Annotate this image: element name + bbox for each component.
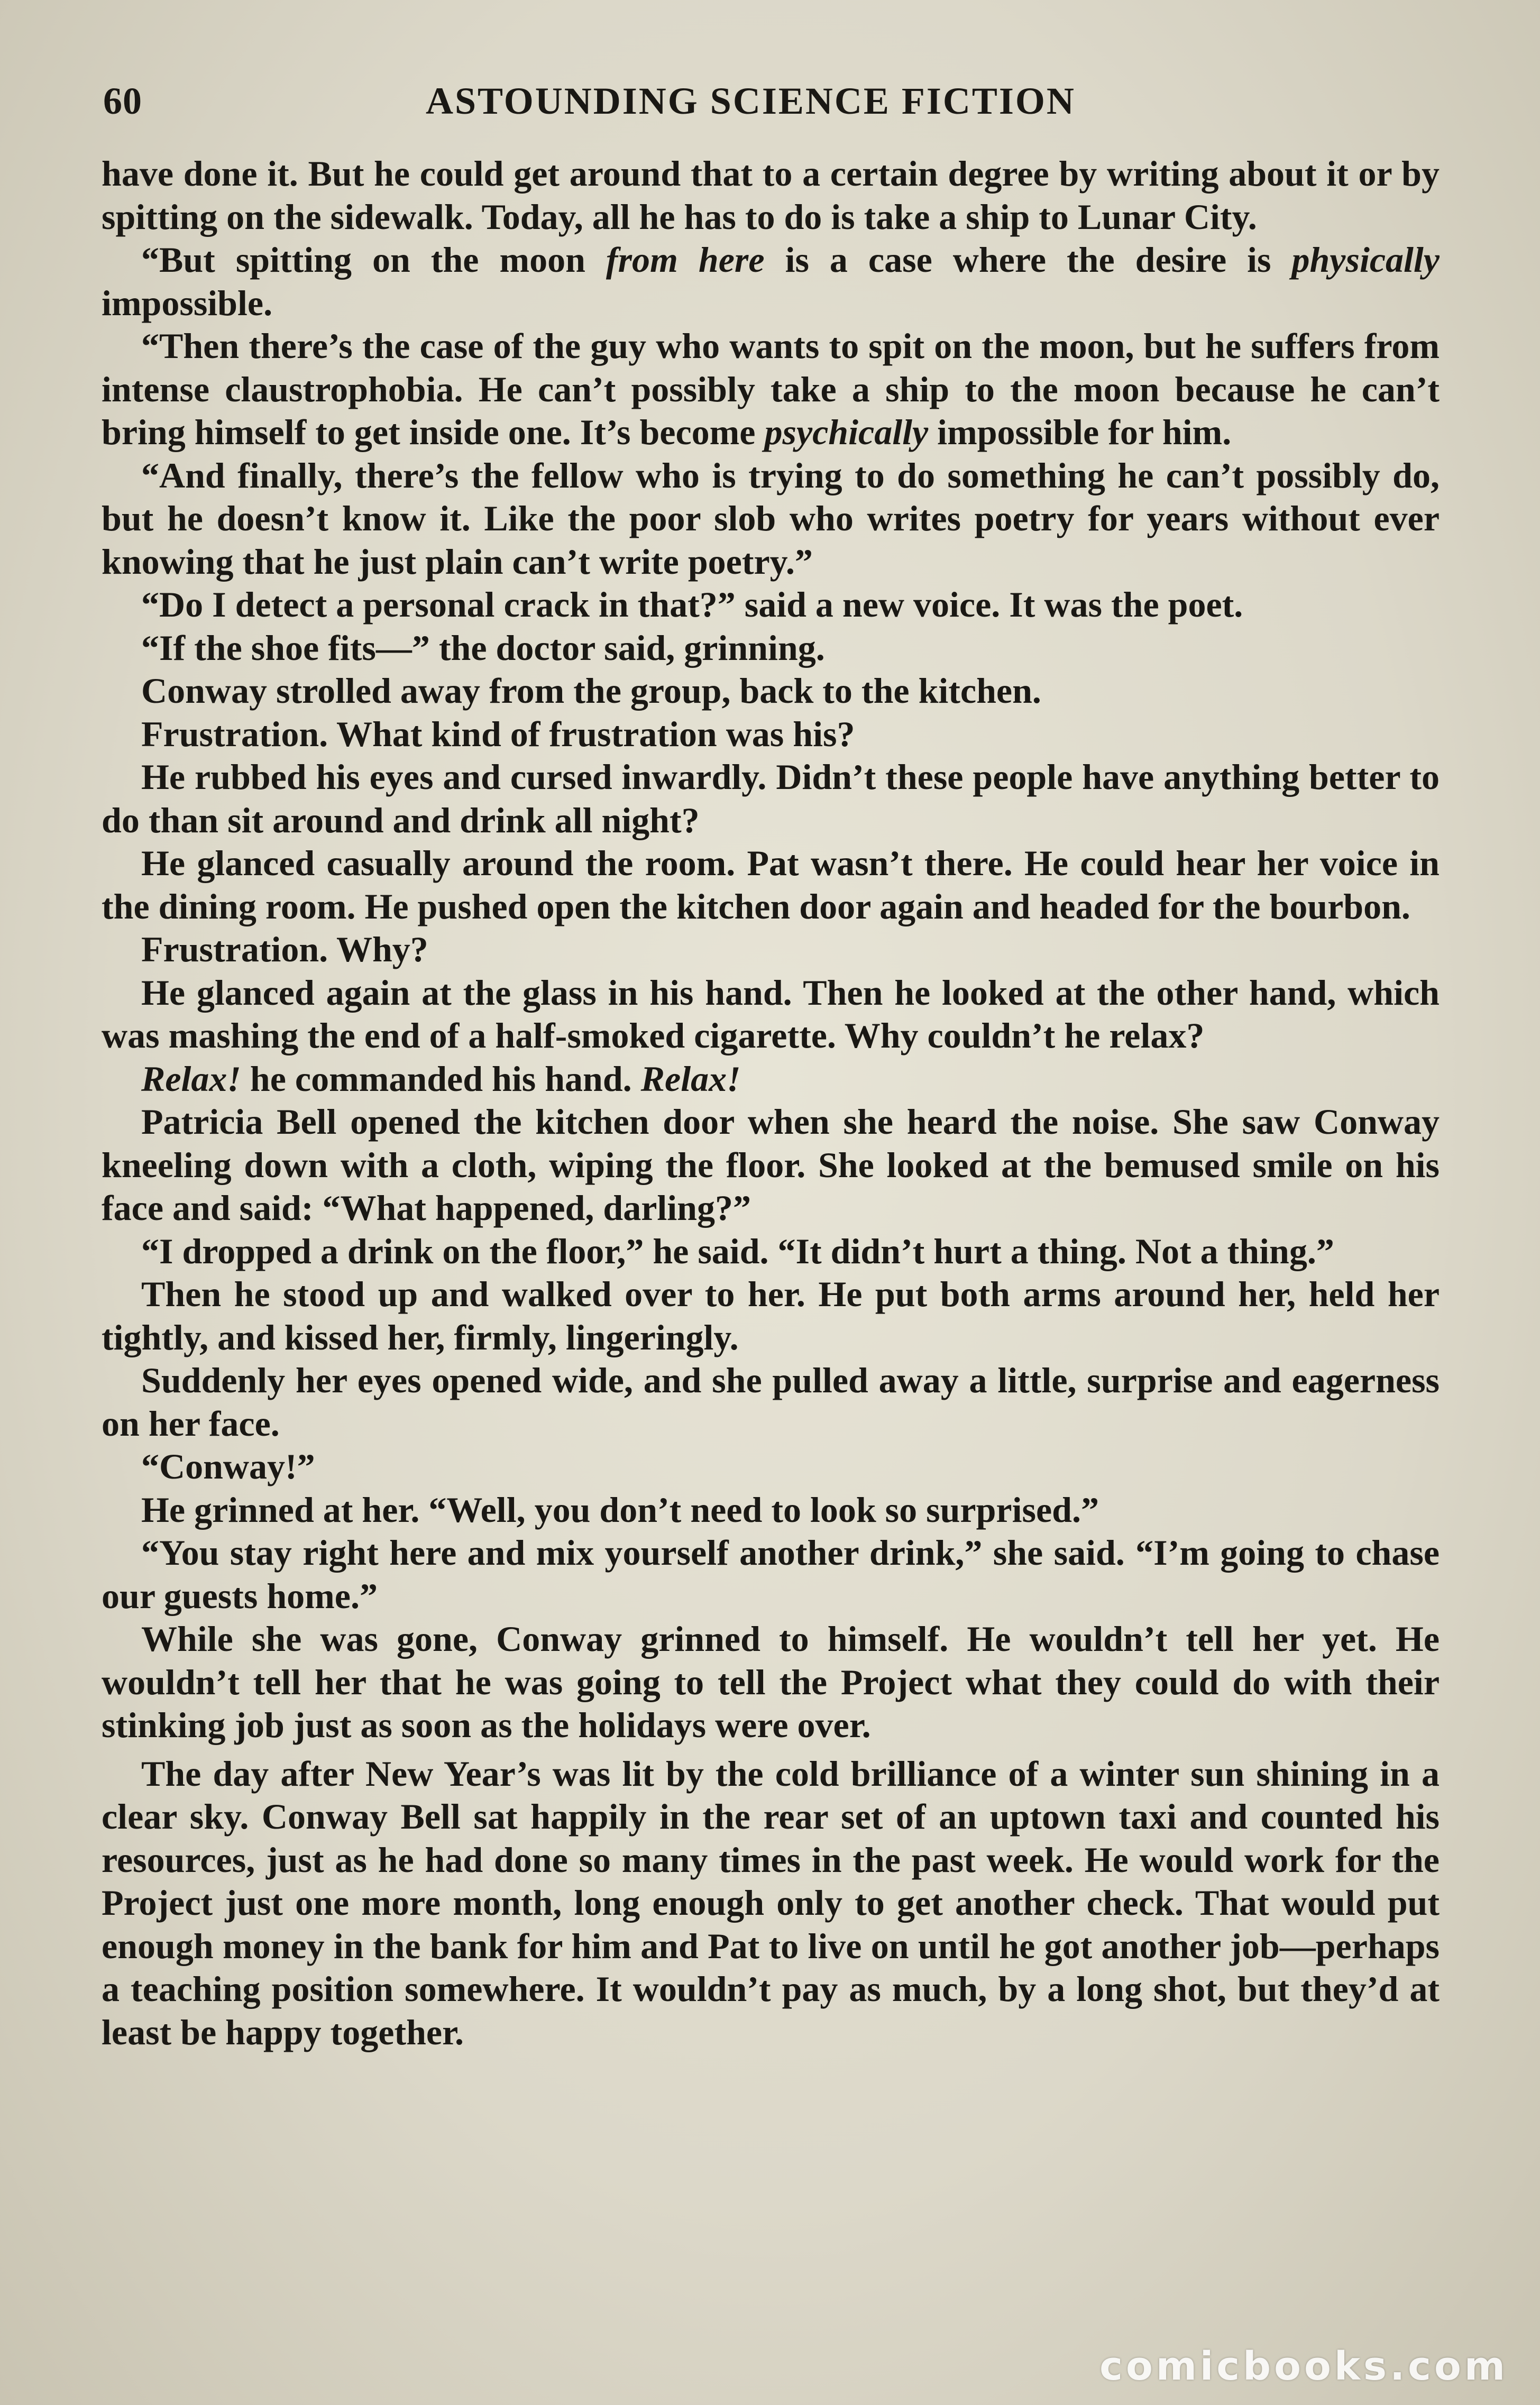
story-paragraph — [102, 325, 1440, 454]
page-header — [0, 79, 1540, 137]
paragraph-text: “Conway!” — [141, 1446, 315, 1486]
watermark: comicbooks.com — [1099, 2344, 1508, 2389]
paragraph-text: impossible. — [102, 282, 273, 323]
paragraph-text: he commanded his hand. — [241, 1058, 641, 1099]
story-paragraph — [102, 1531, 1440, 1618]
story-paragraph — [102, 1230, 1440, 1273]
story-paragraph — [102, 1273, 1440, 1359]
running-head: ASTOUNDING SCIENCE FICTION — [426, 80, 1076, 122]
page-number: 60 — [103, 80, 142, 122]
italic-text: psychically — [764, 412, 929, 452]
story-paragraph — [102, 1445, 1440, 1489]
paragraph-text: Patricia Bell opened the kitchen door when she heard the noise. She saw Conway kneeling down with a cloth, wiping the floor. She looked at the bemused smile on his face and said: “What happened, darling?” — [102, 1101, 1440, 1228]
story-paragraph — [102, 669, 1440, 713]
story-paragraph — [102, 152, 1440, 238]
paragraph-text: “Do I detect a personal crack in that?” said a new voice. It was the poet. — [141, 584, 1243, 625]
paragraph-text: Then he stood up and walked over to her. He put both arms around her, held her tightly, and kissed her, firmly, lingeringly. — [102, 1274, 1440, 1357]
paragraph-text: impossible for him. — [928, 412, 1232, 452]
story-text — [102, 152, 1440, 2054]
paragraph-text: have done it. But he could get around that to a certain degree by writing about it or by spitting on the sidewalk. Today, all he has to do is take a ship to Lunar City. — [102, 153, 1440, 237]
italic-text: Relax! — [640, 1058, 741, 1099]
paragraph-text: Frustration. Why? — [141, 929, 428, 969]
story-paragraph — [102, 756, 1440, 842]
story-paragraph — [102, 928, 1440, 971]
paragraph-text: Frustration. What kind of frustration was his? — [141, 713, 855, 754]
paragraph-text: “You stay right here and mix yourself another drink,” she said. “I’m going to chase our guests home.” — [102, 1532, 1440, 1616]
story-paragraph — [102, 627, 1440, 670]
story-paragraph — [102, 713, 1440, 756]
story-paragraph — [102, 583, 1440, 627]
paragraph-text: He rubbed his eyes and cursed inwardly. Didn’t these people have anything better to do than sit around and drink all night? — [102, 757, 1440, 840]
paragraph-text: While she was gone, Conway grinned to himself. He wouldn’t tell her yet. He wouldn’t tell her that he was going to tell the Project what they could do with their stinking job just as soon as the holidays were over. — [102, 1619, 1440, 1745]
story-paragraph — [102, 238, 1440, 325]
paragraph-text: “If the shoe fits—” the doctor said, grinning. — [141, 627, 825, 668]
paragraph-text: “Then there’s the case of the guy who wants to spit on the moon, but he suffers from intense claustrophobia. He can’t possibly take a ship to the moon because he can’t bring himself to get inside one. It’s become — [102, 326, 1440, 452]
italic-text: Relax! — [141, 1058, 241, 1099]
paragraph-text: Suddenly her eyes opened wide, and she pulled away a little, surprise and eagerness on her face. — [102, 1360, 1440, 1444]
paragraph-text: “I dropped a drink on the floor,” he said. “It didn’t hurt a thing. Not a thing.” — [141, 1231, 1334, 1271]
story-paragraph — [102, 1752, 1440, 2054]
italic-text: physically — [1291, 240, 1440, 280]
paragraph-text: He grinned at her. “Well, you don’t need to look so surprised.” — [141, 1489, 1099, 1530]
italic-text: from here — [606, 240, 765, 280]
story-paragraph — [102, 1489, 1440, 1532]
story-paragraph — [102, 454, 1440, 584]
story-paragraph — [102, 1359, 1440, 1445]
paragraph-text: “And finally, there’s the fellow who is trying to do something he can’t possibly do, but he doesn’t know it. Like the poor slob who writes poetry for years without ever knowing that he just plain can’t write poetry.” — [102, 455, 1440, 582]
paragraph-text: “But spitting on the moon — [141, 240, 606, 280]
story-paragraph — [102, 1100, 1440, 1230]
story-paragraph — [102, 842, 1440, 928]
paragraph-text: He glanced casually around the room. Pat wasn’t there. He could hear her voice in the dining room. He pushed open the kitchen door again and headed for the bourbon. — [102, 843, 1440, 926]
story-paragraph — [102, 971, 1440, 1058]
paragraph-text: is a case where the desire is — [764, 240, 1292, 280]
paragraph-text: He glanced again at the glass in his hand. Then he looked at the other hand, which was mashing the end of a half-smoked cigarette. Why couldn’t he relax? — [102, 972, 1440, 1055]
paragraph-text: Conway strolled away from the group, back to the kitchen. — [141, 671, 1041, 711]
paragraph-text: The day after New Year’s was lit by the cold brilliance of a winter sun shining in a clear sky. Conway Bell sat happily in the rear set of an uptown taxi and counted his resources, just as he had done so many times in the past week. He would work for the Project just one more month, long enough only to get another check. That would put enough money in the bank for him and Pat to live on until he got another job—perhaps a teaching position somewhere. It wouldn’t pay as much, by a long shot, but they’d at least be happy together. — [102, 1753, 1440, 2052]
story-paragraph — [102, 1618, 1440, 1747]
story-paragraph — [102, 1058, 1440, 1101]
